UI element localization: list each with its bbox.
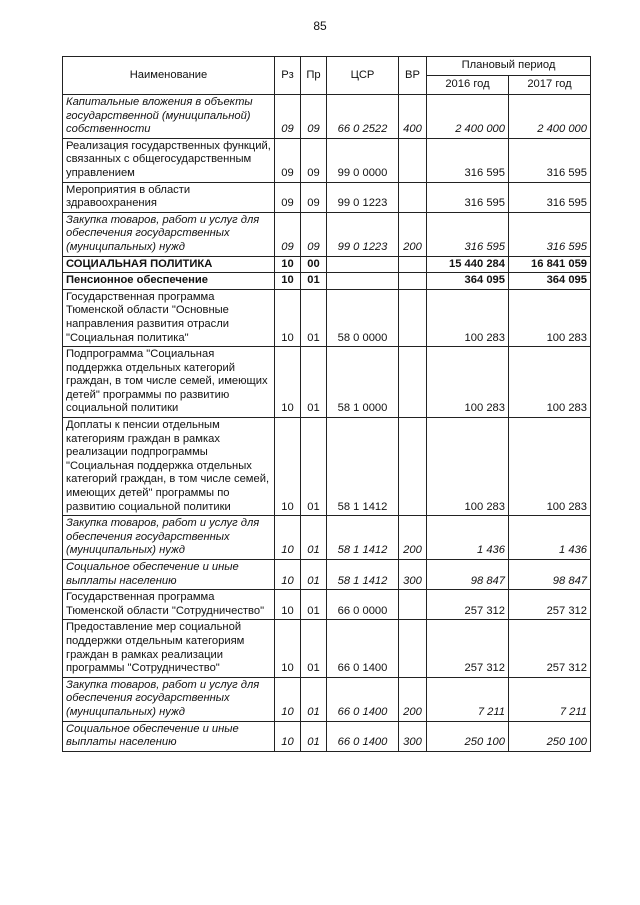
cell-2016: 1 436	[427, 516, 509, 560]
page-number: 85	[313, 19, 327, 33]
cell-2017: 16 841 059	[509, 256, 591, 273]
cell-2017: 100 283	[509, 347, 591, 418]
cell-vr	[399, 347, 427, 418]
cell-2017: 98 847	[509, 560, 591, 590]
table-row	[63, 620, 591, 677]
header-pr: Пр	[301, 57, 327, 95]
cell-vr: 300	[399, 560, 427, 590]
cell-name: Социальное обеспечение и иные выплаты населению	[63, 560, 275, 590]
cell-vr	[399, 256, 427, 273]
cell-2017: 100 283	[509, 418, 591, 516]
table-row	[63, 212, 591, 256]
table-row	[63, 138, 591, 182]
cell-csr: 99 0 1223	[327, 212, 399, 256]
cell-name: Реализация государственных функций, связанных с общегосударственным управлением	[63, 138, 275, 182]
cell-vr	[399, 289, 427, 346]
cell-csr: 66 0 1400	[327, 721, 399, 751]
cell-pr: 01	[301, 590, 327, 620]
cell-rz: 10	[275, 677, 301, 721]
cell-2016: 316 595	[427, 182, 509, 212]
cell-2016: 364 095	[427, 273, 509, 290]
cell-rz: 10	[275, 590, 301, 620]
cell-2017: 7 211	[509, 677, 591, 721]
table-body	[63, 95, 591, 752]
cell-name: Предоставление мер социальной поддержки отдельным категориям граждан в рамках реализации программы "Сотрудничество"	[63, 620, 275, 677]
cell-vr	[399, 138, 427, 182]
cell-2016: 316 595	[427, 138, 509, 182]
cell-csr: 58 1 0000	[327, 347, 399, 418]
cell-2016: 100 283	[427, 289, 509, 346]
table-row	[63, 418, 591, 516]
cell-name: Закупка товаров, работ и услуг для обеспечения государственных (муниципальных) нужд	[63, 516, 275, 560]
header-planned-period: Плановый период	[427, 57, 591, 76]
cell-csr: 66 0 1400	[327, 620, 399, 677]
cell-2017: 100 283	[509, 289, 591, 346]
cell-2016: 250 100	[427, 721, 509, 751]
cell-2016: 100 283	[427, 347, 509, 418]
cell-pr: 01	[301, 347, 327, 418]
cell-vr	[399, 590, 427, 620]
cell-2016: 15 440 284	[427, 256, 509, 273]
table-row	[63, 560, 591, 590]
cell-pr: 01	[301, 677, 327, 721]
cell-name: Мероприятия в области здравоохранения	[63, 182, 275, 212]
cell-pr: 09	[301, 182, 327, 212]
cell-2016: 257 312	[427, 590, 509, 620]
budget-table	[62, 56, 591, 752]
cell-pr: 01	[301, 620, 327, 677]
cell-rz: 10	[275, 347, 301, 418]
cell-rz: 10	[275, 256, 301, 273]
cell-2017: 257 312	[509, 590, 591, 620]
cell-name: Социальное обеспечение и иные выплаты населению	[63, 721, 275, 751]
cell-csr: 66 0 0000	[327, 590, 399, 620]
table-row	[63, 289, 591, 346]
cell-pr: 01	[301, 418, 327, 516]
cell-csr: 99 0 1223	[327, 182, 399, 212]
cell-2016: 2 400 000	[427, 95, 509, 139]
cell-2016: 98 847	[427, 560, 509, 590]
table-row	[63, 516, 591, 560]
cell-pr: 09	[301, 138, 327, 182]
table-row	[63, 256, 591, 273]
cell-2016: 7 211	[427, 677, 509, 721]
cell-pr: 01	[301, 721, 327, 751]
cell-csr: 58 1 1412	[327, 516, 399, 560]
cell-vr	[399, 273, 427, 290]
cell-rz: 10	[275, 418, 301, 516]
cell-rz: 10	[275, 721, 301, 751]
cell-vr: 300	[399, 721, 427, 751]
table-row	[63, 590, 591, 620]
cell-vr	[399, 418, 427, 516]
cell-rz: 09	[275, 212, 301, 256]
cell-2017: 1 436	[509, 516, 591, 560]
cell-pr: 00	[301, 256, 327, 273]
cell-rz: 09	[275, 95, 301, 139]
table-row	[63, 95, 591, 139]
cell-name: Доплаты к пенсии отдельным категориям граждан в рамках реализации подпрограммы "Социальная поддержка отдельных категорий граждан, в том числе семей, имеющих детей" программы по развитию социальной политики	[63, 418, 275, 516]
header-name: Наименование	[63, 57, 275, 95]
cell-csr	[327, 273, 399, 290]
cell-2016: 100 283	[427, 418, 509, 516]
cell-2016: 257 312	[427, 620, 509, 677]
cell-name: Подпрограмма "Социальная поддержка отдельных категорий граждан, в том числе семей, имеющих детей" программы по развитию социальной политики	[63, 347, 275, 418]
cell-csr: 58 0 0000	[327, 289, 399, 346]
cell-csr: 99 0 0000	[327, 138, 399, 182]
cell-2017: 257 312	[509, 620, 591, 677]
header-year-2017: 2017 год	[509, 76, 591, 95]
header-csr: ЦСР	[327, 57, 399, 95]
cell-pr: 09	[301, 95, 327, 139]
header-rz: Рз	[275, 57, 301, 95]
cell-name: Государственная программа Тюменской области "Основные направления развития отрасли "Социальная политика"	[63, 289, 275, 346]
cell-name: Закупка товаров, работ и услуг для обеспечения государственных (муниципальных) нужд	[63, 677, 275, 721]
cell-csr: 66 0 1400	[327, 677, 399, 721]
cell-pr: 01	[301, 289, 327, 346]
header-vr: ВР	[399, 57, 427, 95]
cell-csr: 58 1 1412	[327, 418, 399, 516]
cell-rz: 10	[275, 560, 301, 590]
cell-vr: 200	[399, 677, 427, 721]
cell-csr	[327, 256, 399, 273]
cell-2017: 316 595	[509, 138, 591, 182]
table-row	[63, 677, 591, 721]
cell-2016: 316 595	[427, 212, 509, 256]
cell-rz: 10	[275, 289, 301, 346]
header-year-2016: 2016 год	[427, 76, 509, 95]
table-row	[63, 182, 591, 212]
cell-name: Государственная программа Тюменской области "Сотрудничество"	[63, 590, 275, 620]
cell-vr: 400	[399, 95, 427, 139]
cell-pr: 01	[301, 516, 327, 560]
cell-rz: 09	[275, 182, 301, 212]
table-row	[63, 721, 591, 751]
cell-csr: 58 1 1412	[327, 560, 399, 590]
cell-pr: 09	[301, 212, 327, 256]
cell-rz: 10	[275, 620, 301, 677]
table-row	[63, 273, 591, 290]
cell-rz: 09	[275, 138, 301, 182]
cell-name: СОЦИАЛЬНАЯ ПОЛИТИКА	[63, 256, 275, 273]
cell-2017: 316 595	[509, 182, 591, 212]
cell-pr: 01	[301, 273, 327, 290]
cell-vr	[399, 182, 427, 212]
cell-vr: 200	[399, 516, 427, 560]
cell-2017: 2 400 000	[509, 95, 591, 139]
cell-name: Капитальные вложения в объекты государственной (муниципальной) собственности	[63, 95, 275, 139]
table-row	[63, 347, 591, 418]
cell-name: Пенсионное обеспечение	[63, 273, 275, 290]
cell-2017: 250 100	[509, 721, 591, 751]
cell-vr: 200	[399, 212, 427, 256]
cell-name: Закупка товаров, работ и услуг для обеспечения государственных (муниципальных) нужд	[63, 212, 275, 256]
cell-rz: 10	[275, 516, 301, 560]
cell-2017: 364 095	[509, 273, 591, 290]
cell-csr: 66 0 2522	[327, 95, 399, 139]
cell-rz: 10	[275, 273, 301, 290]
cell-vr	[399, 620, 427, 677]
cell-pr: 01	[301, 560, 327, 590]
cell-2017: 316 595	[509, 212, 591, 256]
